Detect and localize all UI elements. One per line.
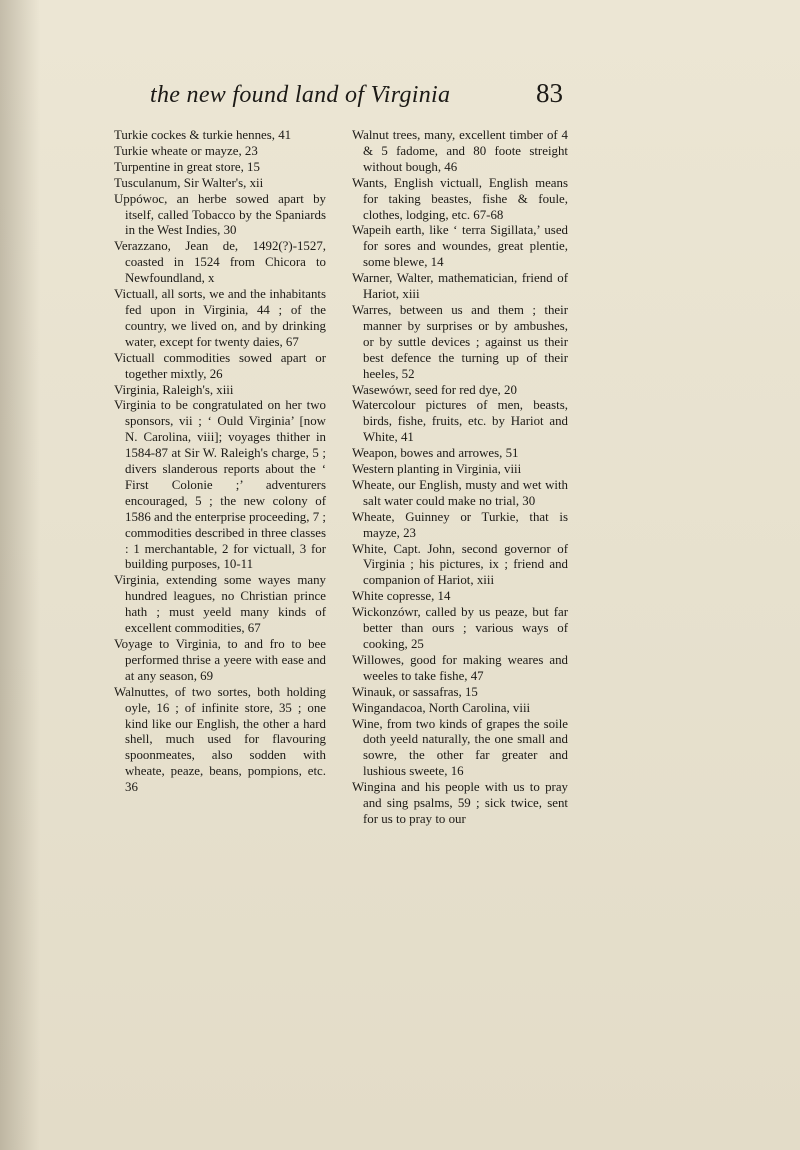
index-entry: White copresse, 14 <box>352 589 451 604</box>
index-column-right <box>352 128 568 828</box>
index-entry: Wingandacoa, North Carolina, viii <box>352 700 531 715</box>
index-entry: Virginia, Raleigh's, xiii <box>114 382 234 397</box>
index-entry: Tusculanum, Sir Walter's, xii <box>114 175 264 190</box>
index-entry: Walnuttes, of two sortes, both holding oyle, 16 ; of infinite store, 35 ; one kind like our English, the other a hard shell, much used for flavouring spoonmeates, also sodden with wheate, peaze, beans, pompions, etc. 36 <box>114 684 326 795</box>
index-entry: Walnut trees, many, excellent timber of 4 & 5 fadome, and 80 foote streight without bough, 46 <box>352 128 568 174</box>
index-entry: Wheate, our English, musty and wet with salt water could make no trial, 30 <box>352 477 568 508</box>
index-entry: Voyage to Virginia, to and fro to bee performed thrise a yeere with ease and at any season, 69 <box>114 637 326 683</box>
page-number: 83 <box>536 78 563 108</box>
index-entry: Victuall commodities sowed apart or together mixtly, 26 <box>114 350 326 381</box>
index-entry: Victuall, all sorts, we and the inhabitants fed upon in Virginia, 44 ; of the country, we lived on, and by drinking water, except for twenty daies, 67 <box>114 287 326 349</box>
index-entry: Western planting in Virginia, viii <box>352 462 522 477</box>
index-entry: Warner, Walter, mathematician, friend of Hariot, xiii <box>352 271 568 302</box>
index-entry: Virginia, extending some wayes many hundred leagues, no Christian prince hath ; must yeeld many kinds of excellent commodities, 67 <box>114 573 326 636</box>
index-entry: Wheate, Guinney or Turkie, that is mayze, 23 <box>352 509 568 540</box>
running-title: the new found land of Virginia <box>150 82 451 108</box>
index-entry: Wasewówr, seed for red dye, 20 <box>352 382 517 397</box>
index-entry: Winauk, or sassafras, 15 <box>352 684 478 699</box>
index-entry: Warres, between us and them ; their manner by surprises or by ambushes, or by suttle devices ; against us their best defence the turning up of their heeles, 52 <box>352 302 568 381</box>
index-entry: Wine, from two kinds of grapes the soile doth yeeld naturally, the one small and sowre, the other far greater and lushious sweete, 16 <box>352 716 568 779</box>
index-entry: Uppówoc, an herbe sowed apart by itself, called Tobacco by the Spaniards in the West Indies, 30 <box>114 191 326 238</box>
index-entry: Virginia to be congratulated on her two sponsors, vii ; ‘ Ould Virginia’ [now N. Carolina, viii]; voyages thither in 1584-87 at Sir W. Raleigh's charge, 5 ; divers slanderous reports about the ‘ First Colonie ;’ adventurers encouraged, 5 ; the new colony of 1586 and the enterprise proceeding, 7 ; commodities described in three classes : 1 merchantable, 2 for victuall, 3 for building purposes, 10-11 <box>114 398 326 572</box>
index-entry: Turkie cockes & turkie hennes, 41 <box>114 128 292 142</box>
binding-shadow <box>0 0 40 1150</box>
index-entry: Weapon, bowes and arrowes, 51 <box>352 446 519 461</box>
index-entry: Wapeih earth, like ‘ terra Sigillata,’ used for sores and woundes, great plentie, some blewe, 14 <box>352 223 568 270</box>
index-entry: Wickonzówr, called by us peaze, but far better than ours ; various ways of cooking, 25 <box>352 605 568 651</box>
index-entry: Turkie wheate or mayze, 23 <box>114 143 258 158</box>
index-entry: Turpentine in great store, 15 <box>114 159 260 174</box>
index-entry: Wants, English victuall, English means for taking beastes, fishe & foule, clothes, lodging, etc. 67-68 <box>352 175 568 222</box>
index-entry: Watercolour pictures of men, beasts, birds, fishe, fruits, etc. by Hariot and White, 41 <box>352 398 568 445</box>
index-column-left <box>114 128 326 796</box>
index-entry: White, Capt. John, second governor of Virginia ; his pictures, ix ; friend and companion of Hariot, xiii <box>352 541 568 588</box>
index-entry: Verazzano, Jean de, 1492(?)-1527, coasted in 1524 from Chicora to Newfoundland, x <box>114 239 326 286</box>
index-entry: Willowes, good for making weares and weeles to take fishe, 47 <box>352 652 568 683</box>
index-entry: Wingina and his people with us to pray and sing psalms, 59 ; sick twice, sent for us to pray to our <box>352 780 568 826</box>
